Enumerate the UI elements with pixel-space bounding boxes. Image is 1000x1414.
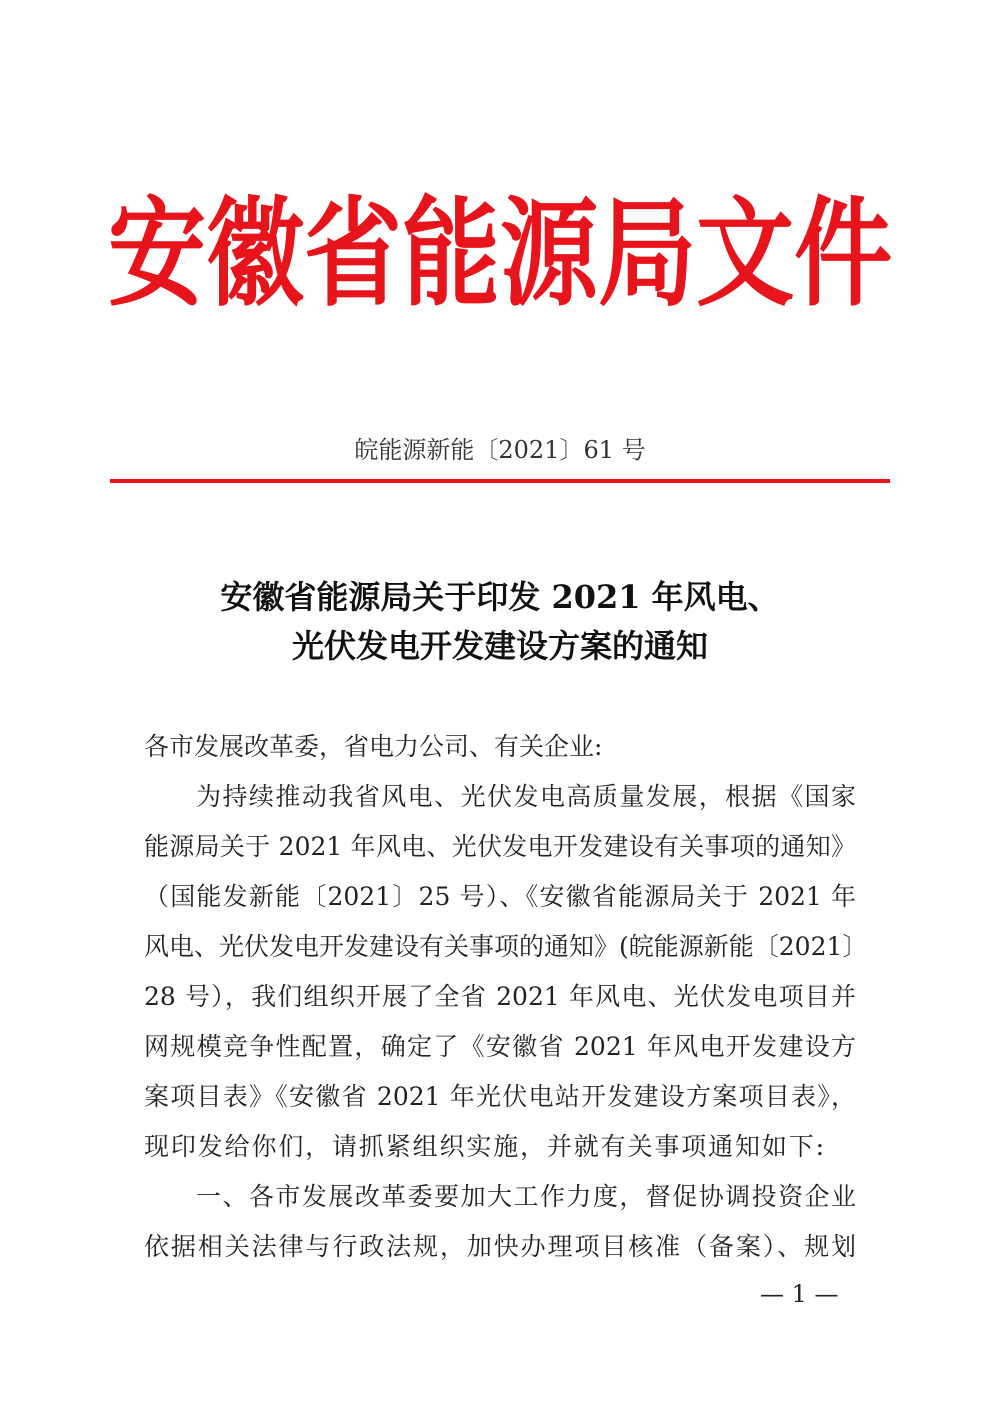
masthead-char: 省 <box>304 186 403 324</box>
body-line: 28 号），我们组织开展了全省 2021 年风电、光伏发电项目并 <box>144 982 856 1011</box>
body-line: 能源局关于 2021 年风电、光伏发电开发建设有关事项的通知》 <box>144 832 856 861</box>
masthead-char: 能 <box>402 186 501 324</box>
salutation: 各市发展改革委，省电力公司、有关企业: <box>144 732 603 761</box>
page-number: — 1 — <box>760 1280 839 1308</box>
title-line-1: 安徽省能源局关于印发 2021 年风电、 <box>220 578 780 616</box>
body-line: 现印发给你们，请抓紧组织实施，并就有关事项通知如下: <box>144 1132 824 1161</box>
red-divider <box>110 479 890 483</box>
masthead-char: 徽 <box>206 186 305 324</box>
body-line: 网规模竞争性配置，确定了《安徽省 2021 年风电开发建设方 <box>144 1032 856 1061</box>
masthead-char: 局 <box>598 186 697 324</box>
body-line: （国能发新能〔2021〕25 号）、《安徽省能源局关于 2021 年 <box>144 882 856 911</box>
masthead-char: 安 <box>108 186 207 324</box>
masthead-char: 文 <box>696 186 795 324</box>
body-line: 一、各市发展改革委要加大工作力度，督促协调投资企业 <box>196 1182 856 1211</box>
title-line-2: 光伏发电开发建设方案的通知 <box>291 627 708 665</box>
body-line: 为持续推动我省风电、光伏发电高质量发展，根据《国家 <box>196 782 856 811</box>
body-line: 案项目表》《安徽省 2021 年光伏电站开发建设方案项目表》， <box>144 1082 856 1111</box>
body-line: 风电、光伏发电开发建设有关事项的通知》(皖能源新能〔2021〕 <box>144 932 868 961</box>
masthead-char: 件 <box>794 186 893 324</box>
document-number: 皖能源新能〔2021〕61 号 <box>354 436 646 464</box>
masthead <box>108 186 893 324</box>
masthead-char: 源 <box>500 186 599 324</box>
body-line: 依据相关法律与行政法规，加快办理项目核准（备案）、规划 <box>144 1232 856 1261</box>
